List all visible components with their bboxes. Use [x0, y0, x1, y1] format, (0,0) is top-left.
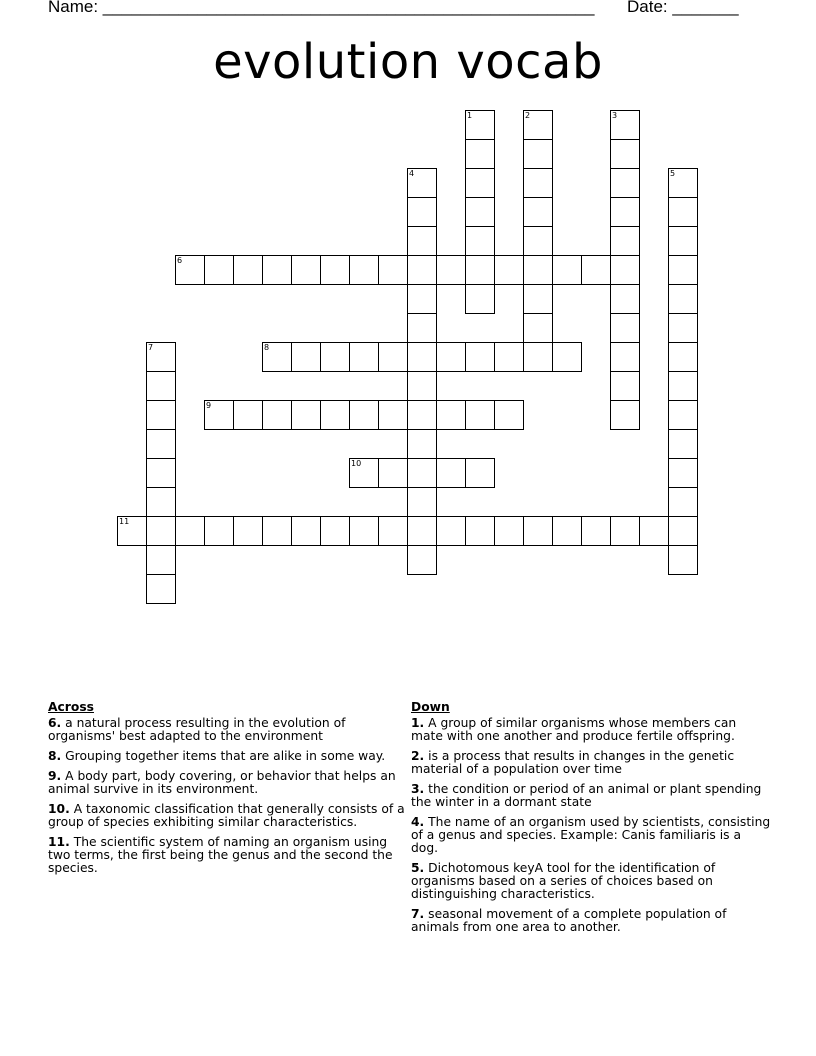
name-field[interactable]: Name: ____________________________________________________ — [48, 0, 595, 16]
crossword-cell[interactable] — [523, 284, 553, 314]
crossword-cell[interactable] — [407, 458, 437, 488]
crossword-cell[interactable] — [523, 342, 553, 372]
crossword-cell[interactable] — [407, 545, 437, 575]
crossword-cell[interactable] — [175, 516, 205, 546]
crossword-cell[interactable] — [668, 458, 698, 488]
crossword-cell[interactable] — [668, 516, 698, 546]
clue-number-label: 5 — [670, 169, 676, 178]
crossword-cell[interactable] — [523, 197, 553, 227]
across-clue-list — [48, 717, 408, 875]
crossword-cell[interactable] — [349, 400, 379, 430]
crossword-cell[interactable] — [581, 516, 611, 546]
crossword-cell[interactable] — [523, 226, 553, 256]
clue-text: The name of an organism used by scientists, consisting of a genus and species. Example: Canis familiaris is a dog. — [411, 815, 771, 855]
crossword-cell[interactable] — [668, 284, 698, 314]
clue-number-label: 1 — [467, 111, 473, 120]
down-clue-list — [411, 717, 771, 934]
crossword-cell[interactable] — [552, 342, 582, 372]
crossword-cell[interactable] — [436, 516, 466, 546]
clue-number-label: 9 — [206, 401, 212, 410]
crossword-cell[interactable] — [146, 545, 176, 575]
crossword-cell[interactable] — [436, 342, 466, 372]
crossword-cell[interactable] — [523, 255, 553, 285]
crossword-cell[interactable] — [204, 516, 234, 546]
crossword-cell[interactable] — [668, 400, 698, 430]
crossword-cell[interactable] — [320, 400, 350, 430]
crossword-cell[interactable] — [262, 255, 292, 285]
crossword-cell[interactable] — [610, 255, 640, 285]
clue-number: 2. — [411, 749, 425, 763]
crossword-cell[interactable] — [262, 342, 292, 372]
crossword-cell[interactable] — [349, 458, 379, 488]
clue-number-label: 6 — [177, 256, 183, 265]
clue-item — [48, 803, 408, 829]
clue-number-label: 10 — [351, 459, 362, 468]
crossword-cell[interactable] — [233, 255, 263, 285]
clue-text: the condition or period of an animal or plant spending the winter in a dormant state — [411, 782, 762, 809]
crossword-cell[interactable] — [610, 110, 640, 140]
crossword-cell[interactable] — [262, 400, 292, 430]
clue-text: A taxonomic classification that generally consists of a group of species exhibiting similar characteristics. — [48, 802, 405, 829]
crossword-cell[interactable] — [117, 516, 147, 546]
crossword-cell[interactable] — [349, 255, 379, 285]
crossword-cell[interactable] — [465, 139, 495, 169]
crossword-cell[interactable] — [523, 139, 553, 169]
crossword-cell[interactable] — [610, 284, 640, 314]
crossword-cell[interactable] — [320, 342, 350, 372]
clue-number: 10. — [48, 802, 70, 816]
clue-number: 7. — [411, 907, 425, 921]
crossword-cell[interactable] — [465, 255, 495, 285]
clue-text: seasonal movement of a complete population of animals from one area to another. — [411, 907, 727, 934]
crossword-cell[interactable] — [436, 255, 466, 285]
crossword-cell[interactable] — [407, 400, 437, 430]
crossword-cell[interactable] — [668, 371, 698, 401]
crossword-cell[interactable] — [291, 400, 321, 430]
crossword-cell[interactable] — [146, 574, 176, 604]
crossword-cell[interactable] — [378, 458, 408, 488]
date-field[interactable]: Date: _______ — [627, 0, 739, 16]
crossword-cell[interactable] — [523, 110, 553, 140]
crossword-cell[interactable] — [349, 342, 379, 372]
crossword-cell[interactable] — [668, 168, 698, 198]
crossword-cell[interactable] — [465, 197, 495, 227]
crossword-cell[interactable] — [407, 255, 437, 285]
crossword-cell[interactable] — [523, 516, 553, 546]
crossword-cell[interactable] — [610, 313, 640, 343]
crossword-cell[interactable] — [668, 545, 698, 575]
clue-number: 3. — [411, 782, 425, 796]
crossword-cell[interactable] — [523, 168, 553, 198]
crossword-cell[interactable] — [407, 342, 437, 372]
crossword-cell[interactable] — [465, 400, 495, 430]
clue-text: is a process that results in changes in the genetic material of a population over time — [411, 749, 735, 776]
crossword-cell[interactable] — [494, 255, 524, 285]
crossword-cell[interactable] — [407, 168, 437, 198]
clue-item — [48, 770, 408, 796]
crossword-cell[interactable] — [668, 313, 698, 343]
clue-text: Dichotomous keyA tool for the identification of organisms based on a series of choices based on distinguishing characteristics. — [411, 861, 716, 901]
crossword-cell[interactable] — [552, 255, 582, 285]
clue-item — [411, 908, 771, 934]
crossword-cell[interactable] — [378, 255, 408, 285]
clue-number-label: 8 — [264, 343, 270, 352]
clue-item — [411, 750, 771, 776]
crossword-cell[interactable] — [291, 516, 321, 546]
clue-item — [411, 862, 771, 901]
crossword-cell[interactable] — [146, 429, 176, 459]
crossword-cell[interactable] — [407, 284, 437, 314]
crossword-cell[interactable] — [436, 458, 466, 488]
crossword-cell[interactable] — [378, 400, 408, 430]
crossword-cell[interactable] — [610, 342, 640, 372]
crossword-cell[interactable] — [494, 400, 524, 430]
page-title: evolution vocab — [213, 34, 603, 90]
crossword-cell[interactable] — [610, 197, 640, 227]
clue-number-label: 4 — [409, 169, 415, 178]
crossword-cell[interactable] — [668, 342, 698, 372]
crossword-cell[interactable] — [668, 226, 698, 256]
clue-item — [411, 717, 771, 743]
clue-number: 9. — [48, 769, 62, 783]
crossword-cell[interactable] — [610, 168, 640, 198]
crossword-cell[interactable] — [436, 400, 466, 430]
clue-text: a natural process resulting in the evolution of organisms' best adapted to the environment — [48, 716, 346, 743]
down-clues — [411, 701, 771, 941]
crossword-cell[interactable] — [146, 400, 176, 430]
clue-number: 6. — [48, 716, 62, 730]
crossword-cell[interactable] — [378, 516, 408, 546]
crossword-cell[interactable] — [465, 458, 495, 488]
crossword-cell[interactable] — [320, 255, 350, 285]
crossword-cell[interactable] — [204, 400, 234, 430]
clue-item — [48, 836, 408, 875]
clue-item — [48, 717, 408, 743]
across-clues — [48, 701, 408, 882]
clue-item — [48, 750, 408, 763]
crossword-cell[interactable] — [291, 255, 321, 285]
crossword-cell[interactable] — [407, 226, 437, 256]
crossword-cell[interactable] — [378, 342, 408, 372]
crossword-cell[interactable] — [349, 516, 379, 546]
down-heading: Down — [411, 700, 450, 714]
crossword-cell[interactable] — [465, 168, 495, 198]
crossword-cell[interactable] — [668, 429, 698, 459]
crossword-cell[interactable] — [610, 139, 640, 169]
clue-number: 5. — [411, 861, 425, 875]
crossword-cell[interactable] — [146, 342, 176, 372]
clue-item — [411, 816, 771, 855]
crossword-cell[interactable] — [465, 342, 495, 372]
crossword-cell[interactable] — [407, 313, 437, 343]
crossword-cell[interactable] — [233, 516, 263, 546]
clue-item — [411, 783, 771, 809]
crossword-cell[interactable] — [146, 487, 176, 517]
clue-number: 1. — [411, 716, 425, 730]
crossword-cell[interactable] — [465, 516, 495, 546]
crossword-cell[interactable] — [407, 487, 437, 517]
crossword-cell[interactable] — [407, 516, 437, 546]
crossword-cell[interactable] — [175, 255, 205, 285]
crossword-cell[interactable] — [668, 487, 698, 517]
crossword-cell[interactable] — [146, 458, 176, 488]
crossword-cell[interactable] — [320, 516, 350, 546]
crossword-cell[interactable] — [494, 516, 524, 546]
clue-text: Grouping together items that are alike in some way. — [65, 749, 386, 763]
crossword-cell[interactable] — [668, 197, 698, 227]
crossword-cell[interactable] — [610, 516, 640, 546]
crossword-cell[interactable] — [146, 516, 176, 546]
crossword-cell[interactable] — [407, 197, 437, 227]
crossword-cell[interactable] — [494, 342, 524, 372]
crossword-cell[interactable] — [610, 371, 640, 401]
crossword-cell[interactable] — [610, 400, 640, 430]
crossword-cell[interactable] — [465, 110, 495, 140]
crossword-cell[interactable] — [291, 342, 321, 372]
crossword-cell[interactable] — [552, 516, 582, 546]
crossword-cell[interactable] — [407, 371, 437, 401]
clue-text: A body part, body covering, or behavior that helps an animal survive in its environment. — [48, 769, 396, 796]
clue-number: 4. — [411, 815, 425, 829]
crossword-cell[interactable] — [465, 284, 495, 314]
crossword-cell[interactable] — [610, 226, 640, 256]
crossword-cell[interactable] — [262, 516, 292, 546]
crossword-cell[interactable] — [639, 516, 669, 546]
clue-text: The scientific system of naming an organism using two terms, the first being the genus and the second the species. — [48, 835, 393, 875]
clue-number-label: 11 — [119, 517, 130, 526]
crossword-cell[interactable] — [146, 371, 176, 401]
clue-text: A group of similar organisms whose members can mate with one another and produce fertile offspring. — [411, 716, 737, 743]
clue-number-label: 3 — [612, 111, 618, 120]
clue-number-label: 7 — [148, 343, 154, 352]
crossword-cell[interactable] — [204, 255, 234, 285]
clue-number-label: 2 — [525, 111, 531, 120]
crossword-cell[interactable] — [465, 226, 495, 256]
crossword-cell[interactable] — [581, 255, 611, 285]
clue-number: 11. — [48, 835, 70, 849]
crossword-cell[interactable] — [233, 400, 263, 430]
crossword-cell[interactable] — [407, 429, 437, 459]
clue-number: 8. — [48, 749, 62, 763]
across-heading: Across — [48, 700, 94, 714]
crossword-cell[interactable] — [523, 313, 553, 343]
crossword-cell[interactable] — [668, 255, 698, 285]
